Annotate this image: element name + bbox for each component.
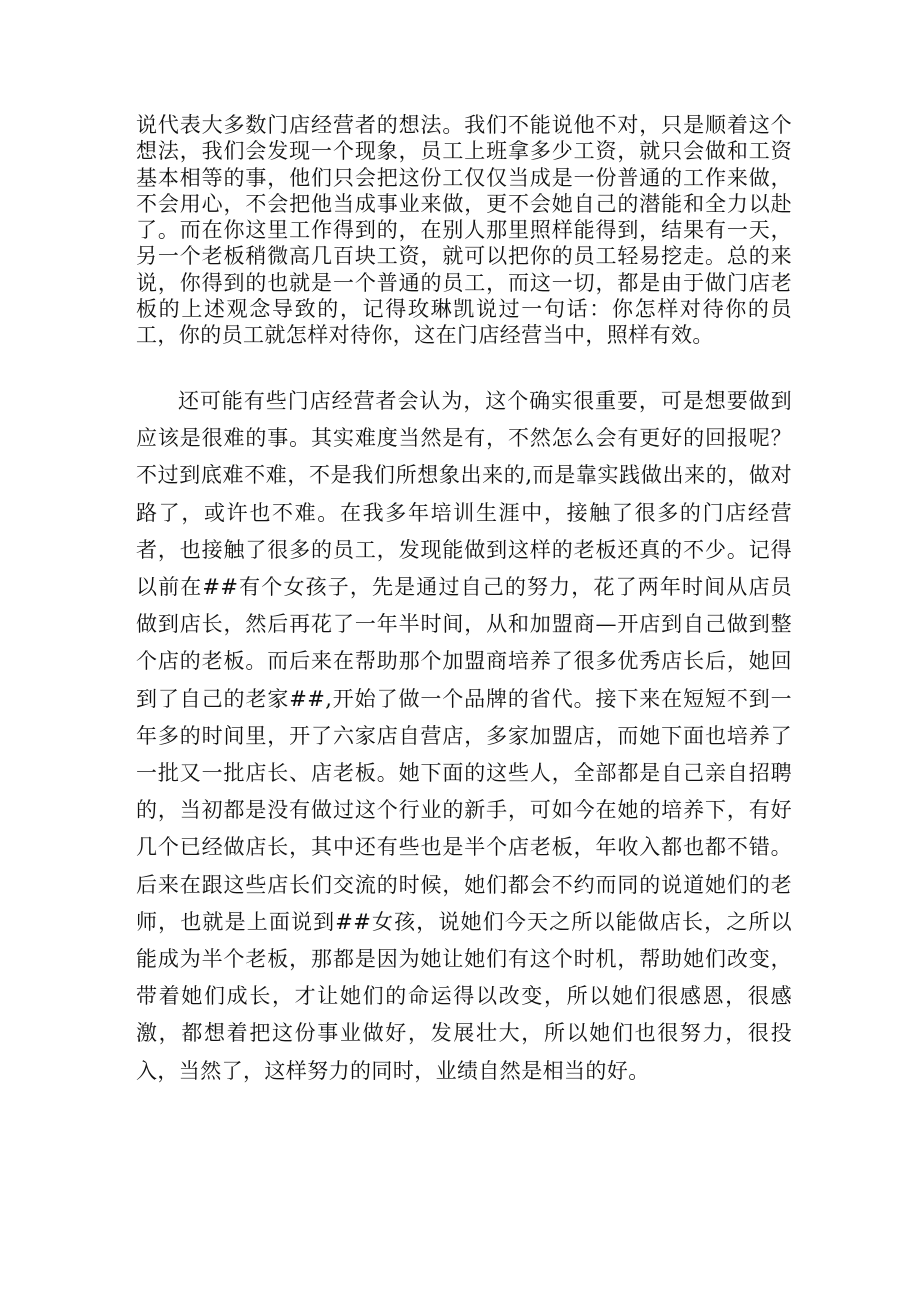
paragraph-1: 说代表大多数门店经营者的想法。我们不能说他不对，只是顺着这个想法，我们会发现一个现象，员工上班拿多少工资，就只会做和工资基本相等的事，他们只会把这份工仅仅当成是一份普通的工作来做，不会用心，不会把他当成事业来做，更不会她自己的潜能和全力以赴了。而在你这里工作得到的，在别人那里照样能得到，结果有一天，另一个老板稍微高几百块工资，就可以把你的员工轻易挖走。总的来说，你得到的也就是一个普通的员工，而这一切，都是由于做门店老板的上述观念导致的，记得玫琳凯说过一句话：你怎样对待你的员工，你的员工就怎样对待你，这在门店经营当中，照样有效。 [136,113,792,348]
paragraph-2: 还可能有些门店经营者会认为，这个确实很重要，可是想要做到应该是很难的事。其实难度当然是有，不然怎么会有更好的回报呢？不过到底难不难，不是我们所想象出来的,而是靠实践做出来的，做对路了，或许也不难。在我多年培训生涯中，接触了很多的门店经营者，也接触了很多的员工，发现能做到这样的老板还真的不少。记得以前在##有个女孩子，先是通过自己的努力，花了两年时间从店员做到店长，然后再花了一年半时间，从和加盟商—开店到自己做到整个店的老板。而后来在帮助那个加盟商培养了很多优秀店长后，她回到了自己的老家##,开始了做一个品牌的省代。接下来在短短不到一年多的时间里，开了六家店自营店，多家加盟店，而她下面也培养了一批又一批店长、店老板。她下面的这些人，全部都是自己亲自招聘的，当初都是没有做过这个行业的新手，可如今在她的培养下，有好几个已经做店长，其中还有些也是半个店老板，年收入都也都不错。后来在跟这些店长们交流的时候，她们都会不约而同的说道她们的老师，也就是上面说到##女孩，说她们今天之所以能做店长，之所以能成为半个老板，那都是因为她让她们有这个时机，帮助她们改变，带着她们成长，才让她们的命运得以改变，所以她们很感恩，很感激，都想着把这份事业做好，发展壮大，所以她们也很努力，很投入，当然了，这样努力的同时，业绩自然是相当的好。 [136,389,792,1083]
